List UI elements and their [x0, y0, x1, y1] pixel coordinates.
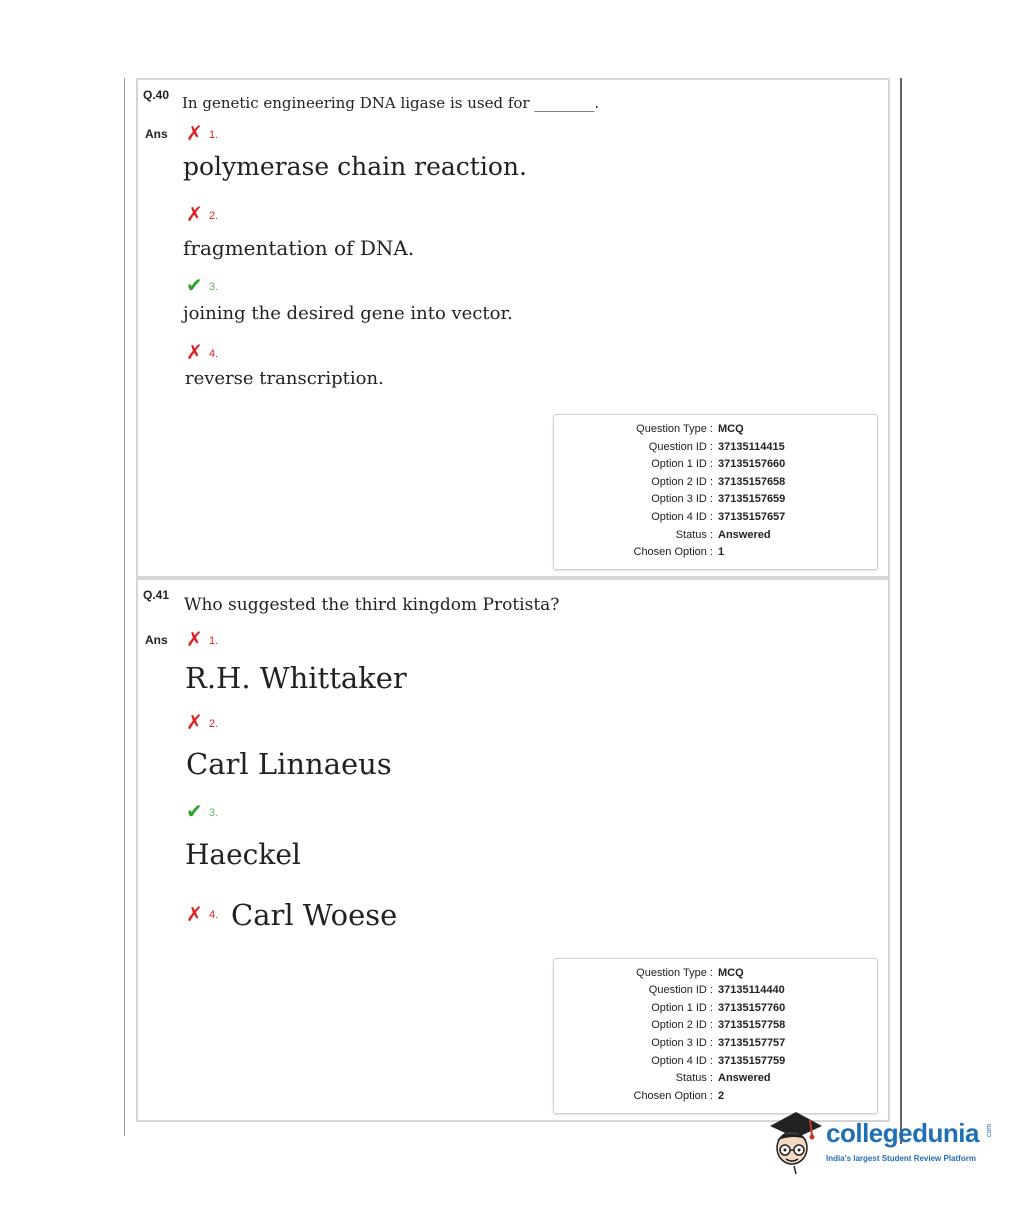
- option-number: 1.: [209, 635, 219, 647]
- cross-icon: ✗: [186, 123, 203, 145]
- option-number: 1.: [209, 129, 219, 141]
- question-info-panel: [553, 414, 878, 570]
- option-text: joining the desired gene into vector.: [183, 303, 513, 324]
- info-question-type: Question Type : MCQ: [636, 967, 744, 979]
- info-status: Status : Answered: [675, 529, 771, 541]
- option-number: 3.: [209, 807, 219, 819]
- cross-icon: ✗: [186, 904, 203, 926]
- collegedunia-logo[interactable]: [766, 1104, 996, 1176]
- option-text: Carl Woese: [231, 898, 398, 932]
- info-option1-id: Option 1 ID : 37135157760: [651, 1002, 786, 1014]
- info-question-type: Question Type : MCQ: [636, 423, 744, 435]
- check-icon: ✔: [186, 275, 203, 297]
- option-text: fragmentation of DNA.: [183, 236, 415, 260]
- option-text: R.H. Whittaker: [185, 661, 407, 695]
- option-text: Carl Linnaeus: [186, 747, 392, 781]
- logo-suffix: .com: [986, 1123, 994, 1140]
- info-option1-id: Option 1 ID : 37135157660: [651, 458, 786, 470]
- info-chosen-option: Chosen Option : 1: [633, 546, 725, 558]
- option-number: 4.: [209, 348, 219, 360]
- answer-label: Ans: [145, 127, 168, 141]
- cross-icon: ✗: [186, 712, 203, 734]
- info-question-id: Question ID : 37135114415: [648, 441, 785, 453]
- logo-wordmark: collegedunia: [826, 1118, 979, 1148]
- info-status: Status : Answered: [675, 1072, 771, 1084]
- check-icon: ✔: [186, 801, 203, 823]
- option-number: 2.: [209, 718, 219, 730]
- option-number: 3.: [209, 281, 219, 293]
- info-chosen-option: Chosen Option : 2: [633, 1090, 725, 1102]
- logo-tagline: India's largest Student Review Platform: [826, 1154, 976, 1163]
- info-option2-id: Option 2 ID : 37135157658: [651, 476, 786, 488]
- option-text: Haeckel: [185, 838, 301, 871]
- info-option3-id: Option 3 ID : 37135157757: [651, 1037, 786, 1049]
- info-option4-id: Option 4 ID : 37135157657: [651, 511, 786, 523]
- info-option4-id: Option 4 ID : 37135157759: [651, 1055, 786, 1067]
- question-text: Who suggested the third kingdom Protista?: [184, 595, 560, 615]
- question-info-panel: [553, 958, 878, 1114]
- option-number: 4.: [209, 909, 219, 921]
- option-number: 2.: [209, 210, 219, 222]
- option-text: polymerase chain reaction.: [183, 152, 527, 181]
- question-number: Q.40: [143, 88, 170, 102]
- graduate-mascot-icon: [766, 1104, 824, 1176]
- info-question-id: Question ID : 37135114440: [648, 984, 785, 996]
- info-option3-id: Option 3 ID : 37135157659: [651, 493, 786, 505]
- page-border-right: [900, 78, 902, 1144]
- page-border-left: [124, 78, 125, 1136]
- question-text: In genetic engineering DNA ligase is used for ________.: [182, 94, 600, 112]
- question-number: Q.41: [143, 588, 170, 602]
- cross-icon: ✗: [186, 204, 203, 226]
- option-text: reverse transcription.: [185, 368, 384, 389]
- answer-label: Ans: [145, 633, 168, 647]
- info-option2-id: Option 2 ID : 37135157758: [651, 1019, 786, 1031]
- cross-icon: ✗: [186, 342, 203, 364]
- cross-icon: ✗: [186, 629, 203, 651]
